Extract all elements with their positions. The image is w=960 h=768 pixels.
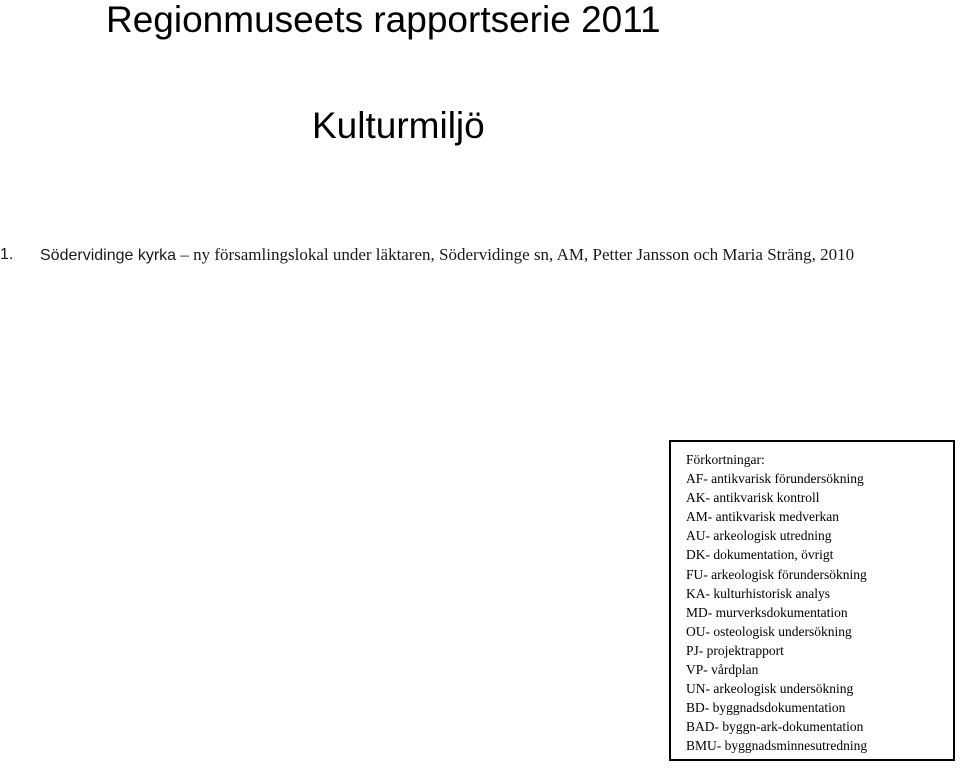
- abbreviations-list: [686, 469, 953, 755]
- report-details: ny församlingslokal under läktaren, Södervidinge sn, AM, Petter Jansson och Maria Sträng, 2010: [193, 245, 855, 264]
- abbreviation-item: BMU- byggnadsminnesutredning: [686, 738, 868, 754]
- report-list: [0, 243, 930, 268]
- series-title: Regionmuseets rapportserie 2011: [106, 0, 661, 40]
- abbreviation-item: FU- arkeologisk förundersökning: [686, 566, 867, 582]
- abbreviations-box: [669, 440, 955, 761]
- section-title: Kulturmiljö: [312, 105, 485, 146]
- report-item: [0, 243, 930, 268]
- abbreviation-item: AF- antikvarisk förundersökning: [686, 471, 864, 487]
- abbreviation-item: MD- murverksdokumentation: [686, 604, 848, 620]
- abbreviation-item: AK- antikvarisk kontroll: [686, 490, 820, 506]
- abbreviation-item: BD- byggnadsdokumentation: [686, 700, 846, 716]
- report-dash: –: [180, 245, 189, 264]
- report-entry: [40, 243, 930, 268]
- abbreviation-item: AU- arkeologisk utredning: [686, 528, 832, 544]
- abbreviation-item: UN- arkeologisk undersökning: [686, 681, 854, 697]
- abbreviation-item: AM- antikvarisk medverkan: [686, 509, 839, 525]
- abbreviation-item: KA- kulturhistorisk analys: [686, 585, 830, 601]
- report-title: Södervidinge kyrka: [40, 247, 177, 264]
- abbreviations-heading: Förkortningar:: [686, 452, 765, 467]
- report-number: 1.: [0, 246, 14, 263]
- abbreviation-item: OU- osteologisk undersökning: [686, 623, 852, 639]
- abbreviation-item: PJ- projektrapport: [686, 642, 784, 658]
- abbreviation-item: BAD- byggn-ark-dokumentation: [686, 719, 864, 735]
- abbreviation-item: DK- dokumentation, övrigt: [686, 547, 834, 563]
- abbreviation-item: VP- vårdplan: [686, 662, 759, 678]
